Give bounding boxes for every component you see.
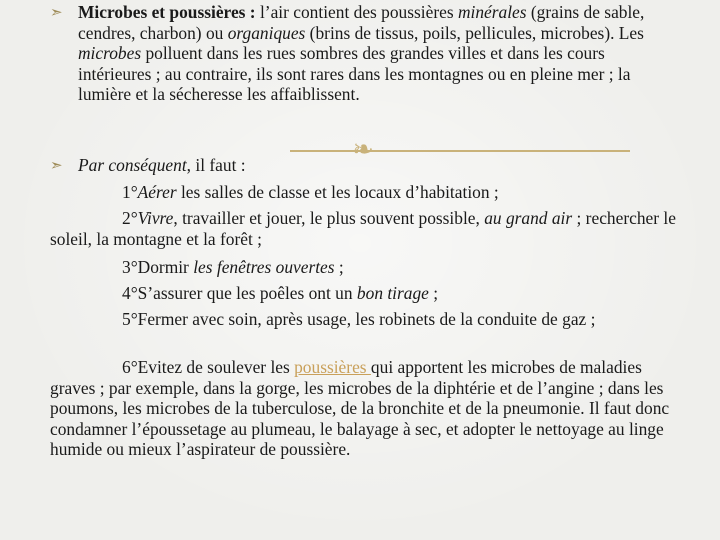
arrow-bullet-icon: ➣ xyxy=(50,3,63,21)
list-item-aerer: 1°Aérer les salles de classe et les locaux d’habitation ; xyxy=(122,182,499,202)
list-item-vivre: 2°Vivre, travailler et jouer, le plus souvent possible, au grand air ; rechercher le soleil, la montagne et la forêt ; xyxy=(50,208,676,249)
bullet-microbes-title: Microbes et poussières : xyxy=(78,2,256,22)
arrow-bullet-icon: ➣ xyxy=(50,156,63,174)
poussieres-link[interactable]: poussières xyxy=(294,357,371,377)
list-item-poussieres: 6°Evitez de soulever les poussières qui apportent les microbes de maladies graves ; par exemple, dans la gorge, les microbes de la diphtérie et de l’angine ; dans les poumons, les microbes de la tuberculose, de la bronchite et de la pneumonie. Il faut donc condamner l’époussetage au plumeau, le balayage à sec, et adopter le nettoyage au linge humide ou mieux l’aspirateur de poussière. xyxy=(50,357,670,459)
bullet-microbes-text: Microbes et poussières : l’air contient des poussières minérales (grains de sable, cendres, charbon) ou organiques (brins de tissus, poils, pellicules, microbes). Les microbes polluent dans les rues sombres des grandes villes et dans les cours intérieures ; au contraire, ils sont rares dans les montagnes ou en pleine mer ; la lumière et la sécheresse les affaiblissent. xyxy=(78,2,645,105)
bullet-microbes xyxy=(50,2,680,105)
list-item-gaz: 5°Fermer avec soin, après usage, les robinets de la conduite de gaz ; xyxy=(122,309,596,329)
bullet-consequence xyxy=(50,155,680,176)
title-divider xyxy=(290,150,630,152)
ornament-icon: ❧ xyxy=(352,135,374,165)
list-item-poeles: 4°S’assurer que les poêles ont un bon tirage ; xyxy=(122,283,439,303)
list-item-dormir: 3°Dormir les fenêtres ouvertes ; xyxy=(122,257,344,277)
bullet-consequence-text: Par conséquent, il faut : xyxy=(78,155,246,175)
